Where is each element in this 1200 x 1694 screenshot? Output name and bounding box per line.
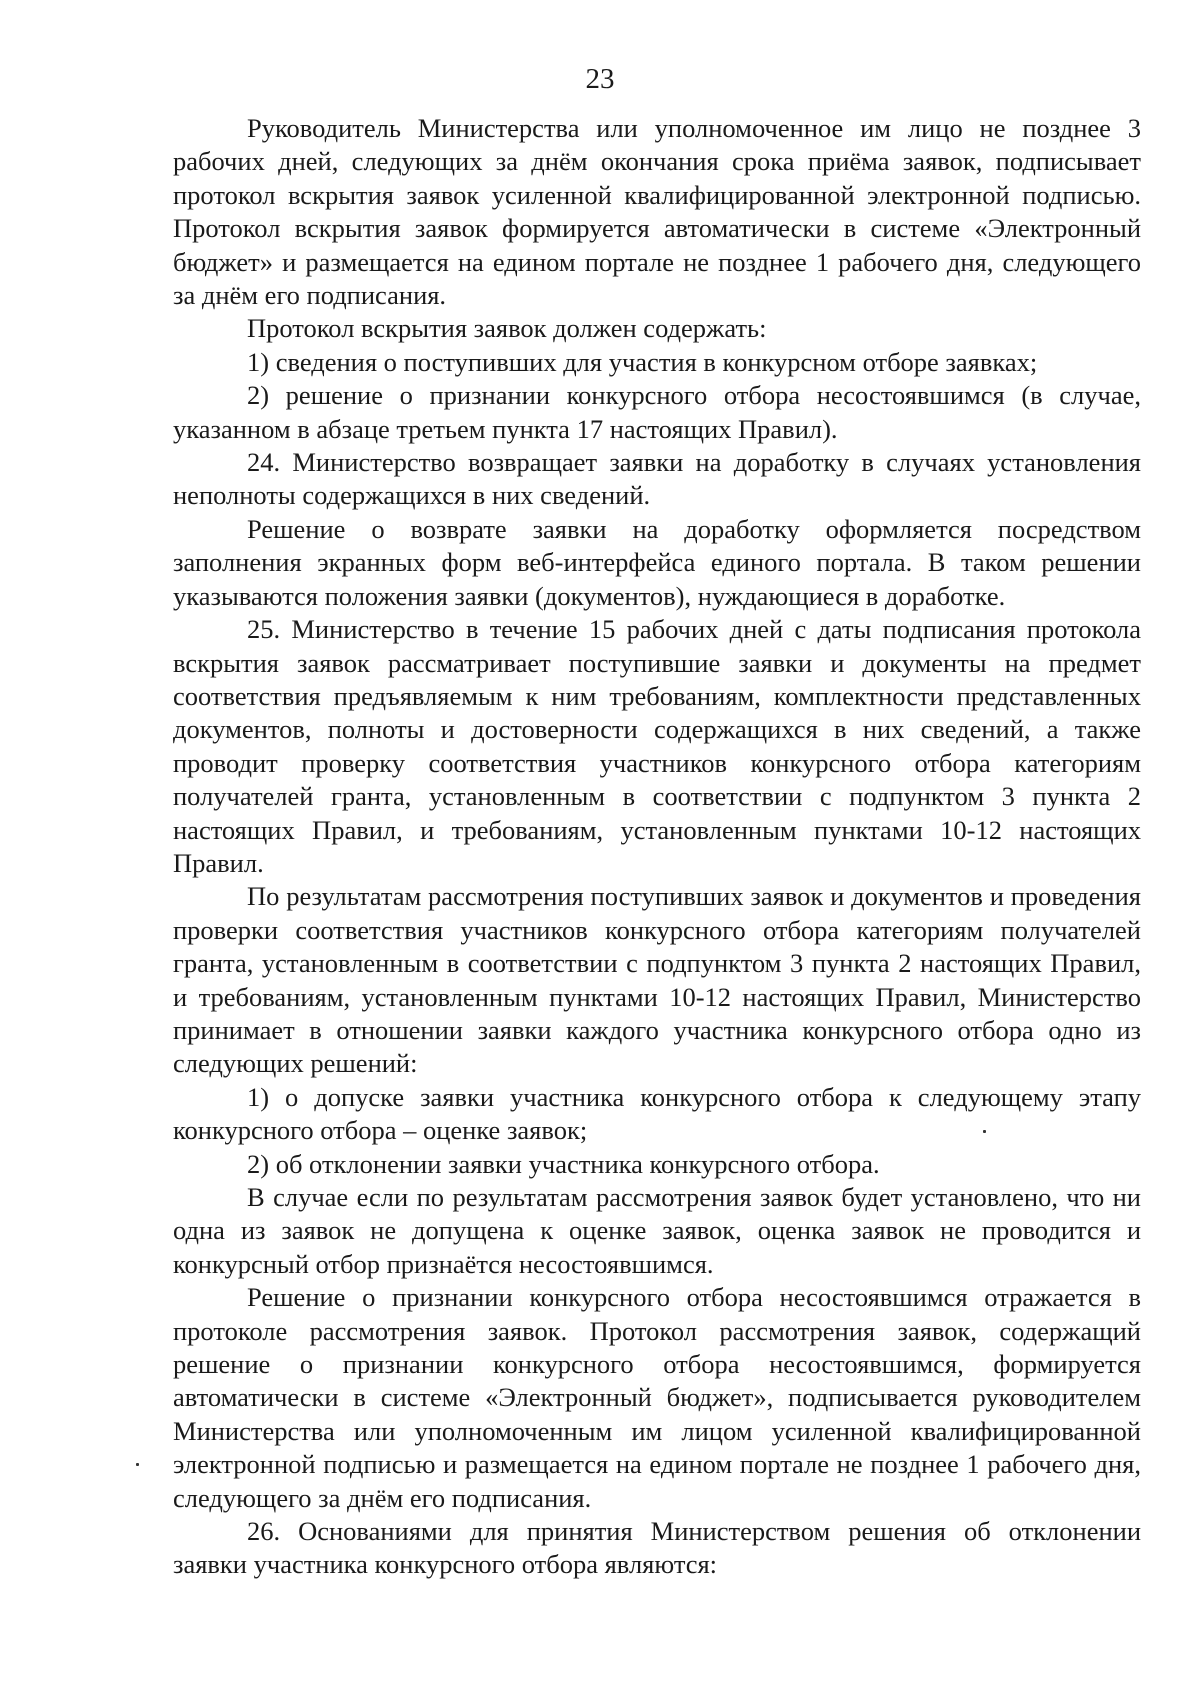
page-number: 23 (585, 63, 615, 95)
paragraph-protocol-signing: Руководитель Министерства или уполномоченное им лицо не позднее 3 рабочих дней, следующих за днём окончания срока приёма заявок, подписывает протокол вскрытия заявок усиленной квалифицированной электронной подписью. Протокол вскрытия заявок формируется автоматически в системе «Электронный бюджет» и размещается на едином портале не позднее 1 рабочего дня, следующего за днём его подписания. (173, 113, 1141, 311)
paragraph-item-received-applications: 1) сведения о поступивших для участия в конкурсном отборе заявках; (247, 346, 1038, 377)
paragraph-clause-26: 26. Основаниями для принятия Министерством решения об отклонении заявки участника конкурсного отбора являются: (173, 1516, 1141, 1580)
paragraph-no-admitted-applications: В случае если по результатам рассмотрения заявок будет установлено, что ни одна из заявок не допущена к оценке заявок, оценка заявок не проводится и конкурсный отбор признаётся несостоявшимся. (173, 1182, 1141, 1279)
paragraph-protocol-contents: Протокол вскрытия заявок должен содержать: (247, 313, 767, 344)
paragraph-failed-selection-protocol: Решение о признании конкурсного отбора несостоявшимся отражается в протоколе рассмотрения заявок. Протокол рассмотрения заявок, содержащий решение о признании конкурсного отбора несостоявшимся, формируется автоматически в системе «Электронный бюджет», подписывается руководителем Министерства или уполномоченным им лицом усиленной квалифицированной электронной подписью и размещается на едином портале не позднее 1 рабочего дня, следующего за днём его подписания. (173, 1282, 1141, 1513)
scan-speck (136, 1463, 139, 1466)
scan-speck (983, 1130, 986, 1133)
paragraph-clause-24: 24. Министерство возвращает заявки на доработку в случаях установления неполноты содержащихся в них сведений. (173, 447, 1141, 511)
paragraph-decision-reject: 2) об отклонении заявки участника конкурсного отбора. (247, 1148, 880, 1179)
paragraph-review-results: По результатам рассмотрения поступивших заявок и документов и проведения проверки соответствия участников конкурсного отбора категориям получателей гранта, установленным в соответствии с подпунктом 3 пункта 2 настоящих Правил, и требованиям, установленным пунктами 10-12 настоящих Правил, Министерство принимает в отношении заявки каждого участника конкурсного отбора одно из следующих решений: (173, 881, 1141, 1079)
paragraph-clause-25: 25. Министерство в течение 15 рабочих дней с даты подписания протокола вскрытия заявок рассматривает поступившие заявки и документы на предмет соответствия предъявляемым к ним требованиям, комплектности представленных документов, полноты и достоверности содержащихся в них сведений, а также проводит проверку соответствия участников конкурсного отбора категориям получателей гранта, установленным в соответствии с подпунктом 3 пункта 2 настоящих Правил, и требованиям, установленным пунктами 10-12 настоящих Правил. (173, 614, 1141, 878)
paragraph-item-selection-failed: 2) решение о признании конкурсного отбора несостоявшимся (в случае, указанном в абзаце третьем пункта 17 настоящих Правил). (173, 380, 1141, 444)
paragraph-return-decision: Решение о возврате заявки на доработку оформляется посредством заполнения экранных форм веб-интерфейса единого портала. В таком решении указываются положения заявки (документов), нуждающиеся в доработке. (173, 513, 1141, 611)
paragraph-decision-admit: 1) о допуске заявки участника конкурсного отбора к следующему этапу конкурсного отбора – оценке заявок; (173, 1081, 1141, 1146)
document-body (173, 112, 1141, 1582)
